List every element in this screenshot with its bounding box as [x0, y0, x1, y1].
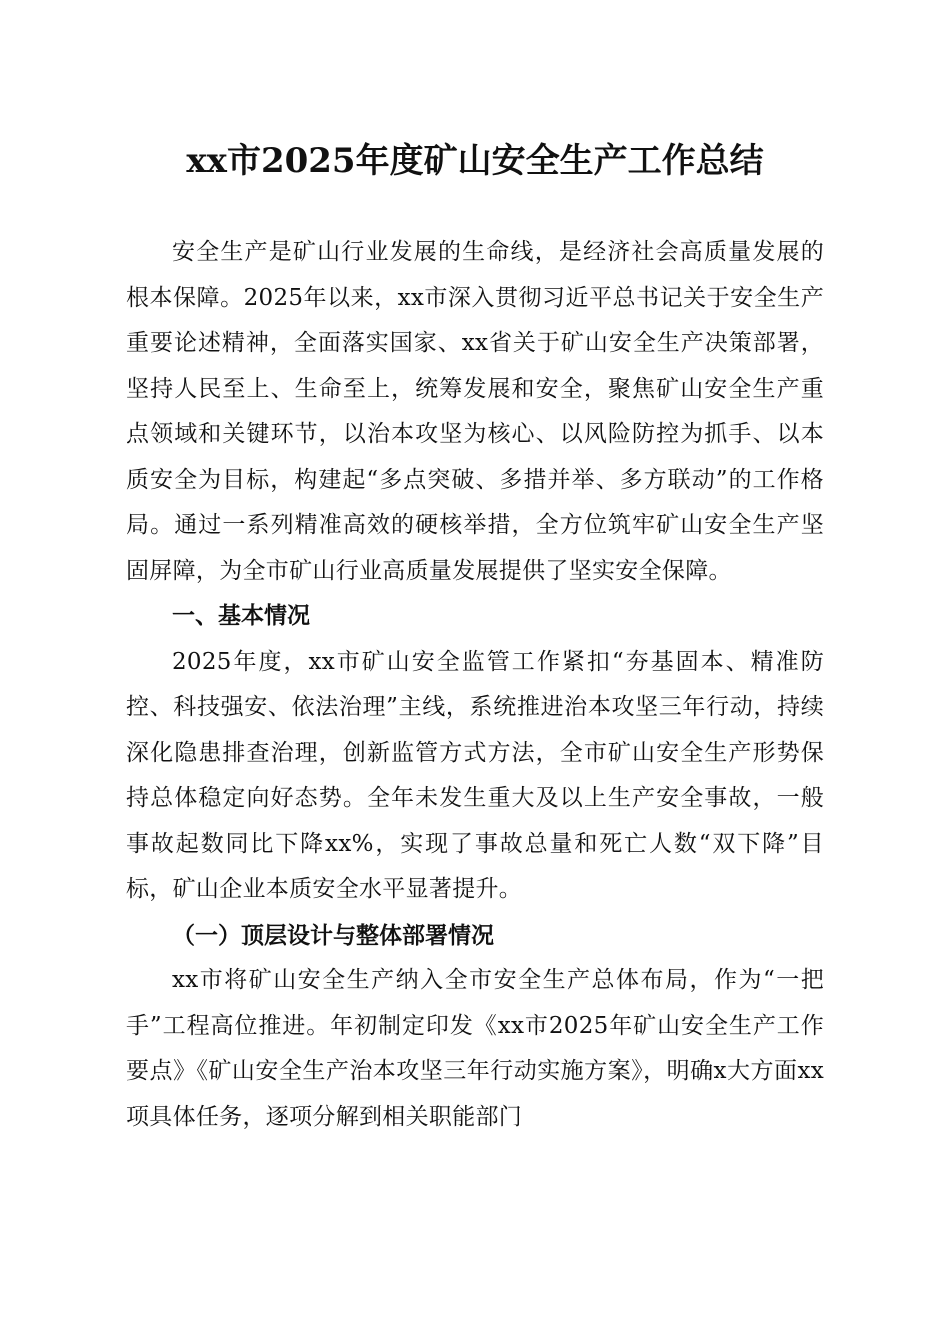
intro-paragraph: 安全生产是矿山行业发展的生命线，是经济社会高质量发展的根本保障。2025年以来，xx市深入贯彻习近平总书记关于安全生产重要论述精神，全面落实国家、xx省关于矿山安全生产决策部署，坚持人民至上、生命至上，统筹发展和安全，聚焦矿山安全生产重点领域和关键环节，以治本攻坚为核心、以风险防控为抓手、以本质安全为目标，构建起“多点突破、多措并举、多方联动”的工作格局。通过一系列精准高效的硬核举措，全方位筑牢矿山安全生产坚固屏障，为全市矿山行业高质量发展提供了坚实安全保障。 [126, 239, 824, 584]
subsection-heading-top-level-design: （一）顶层设计与整体部署情况 [172, 921, 494, 949]
document-title: xx市2025年度矿山安全生产工作总结 [186, 141, 764, 181]
section-heading-basic-situation: 一、基本情况 [172, 603, 310, 629]
section-basic-situation-paragraph: 2025年度，xx市矿山安全监管工作紧扣“夯基固本、精准防控、科技强安、依法治理”主线，系统推进治本攻坚三年行动，持续深化隐患排查治理，创新监管方式方法，全市矿山安全生产形势保持总体稳定向好态势。全年未发生重大及以上生产安全事故，一般事故起数同比下降xx%，实现了事故总量和死亡人数“双下降”目标，矿山企业本质安全水平显著提升。 [126, 648, 824, 902]
subsection-top-level-design-paragraph: xx市将矿山安全生产纳入全市安全生产总体布局，作为“一把手”工程高位推进。年初制定印发《xx市2025年矿山安全生产工作要点》《矿山安全生产治本攻坚三年行动实施方案》，明确x大方面xx项具体任务，逐项分解到相关职能部门 [126, 967, 824, 1130]
document-body [126, 230, 824, 1140]
